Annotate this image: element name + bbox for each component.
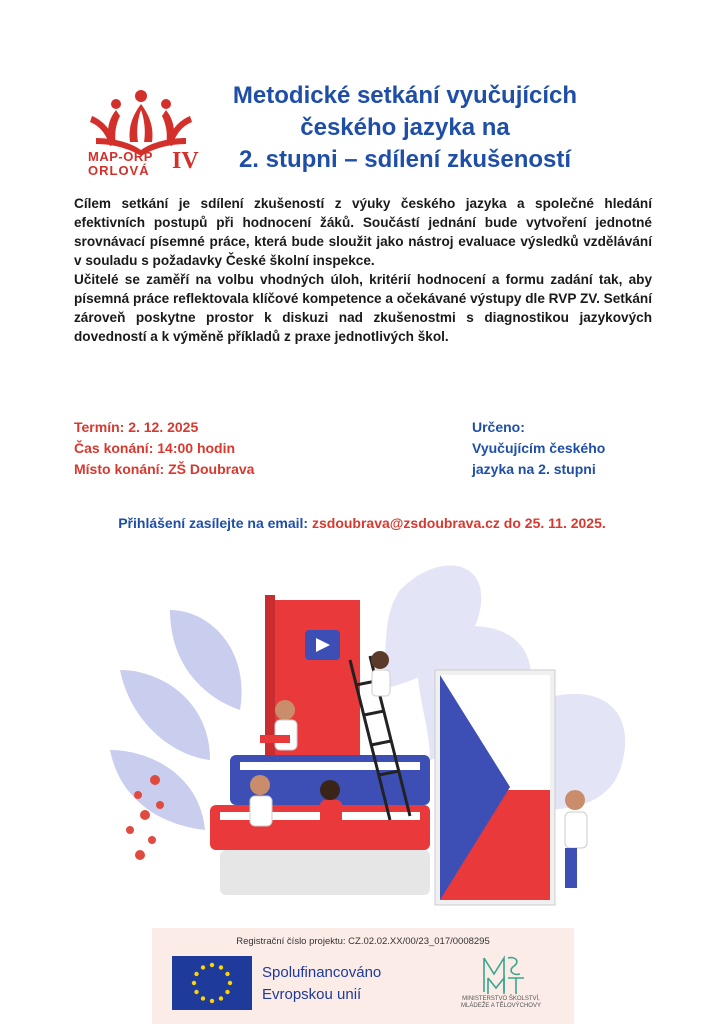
ministry-line1: MINISTERSTVO ŠKOLSTVÍ, bbox=[462, 996, 540, 1002]
title-line2: českého jazyka na bbox=[300, 114, 510, 141]
description-paragraph-1: Cílem setkání je sdílení zkušeností z výuky českého jazyka a společné hledání efektivních postupů při hodnocení žáků. Součástí jednání bude vytvoření jednotné srovnávací písemné práce, která bude sloužit jako nástroj evaluace výsledků vzdělávání v souladu s požadavky České školní inspekce. bbox=[74, 196, 652, 268]
footer bbox=[152, 928, 574, 1024]
event-date: Termín: 2. 12. 2025 bbox=[74, 419, 199, 435]
eu-line1: Spolufinancováno bbox=[262, 964, 382, 981]
event-details bbox=[74, 417, 404, 480]
logo-roman: IV bbox=[172, 148, 199, 174]
registration-prefix: Přihlášení zasílejte na email: bbox=[118, 515, 309, 531]
books-illustration bbox=[60, 550, 670, 930]
description bbox=[74, 194, 652, 346]
target-audience bbox=[472, 417, 672, 480]
flag-book bbox=[435, 670, 555, 905]
logo-line2: ORLOVÁ bbox=[88, 163, 150, 178]
logo-text bbox=[88, 150, 198, 178]
registration-line bbox=[60, 515, 664, 531]
book-stack bbox=[210, 755, 430, 895]
registration-email[interactable]: zsdoubrava@zsdoubrava.cz do 25. 11. 2025. bbox=[311, 515, 606, 531]
logo-line1: MAP-ORP bbox=[88, 149, 153, 164]
msmt-logo bbox=[436, 952, 566, 1022]
audience-line1: Vyučujícím českého bbox=[472, 440, 606, 456]
eu-line2: Evropskou unií bbox=[262, 986, 362, 1003]
eu-flag-icon bbox=[172, 956, 252, 1010]
project-number: Registrační číslo projektu: CZ.02.02.XX/00/23_017/0008295 bbox=[236, 936, 490, 947]
audience-label: Určeno: bbox=[472, 419, 525, 435]
left-leaves bbox=[110, 610, 242, 830]
description-paragraph-2: Učitelé se zaměří na volbu vhodných úloh, kritérií hodnocení a formu zadání tak, aby písemná práce reflektovala klíčové kompetence a očekávané výstupy dle RVP ZV. Setkání zároveň poskytne prostor k diskuzi nad zkušenostmi s diagnostikou jazykových dovedností a k výměně příkladů z praxe jednotlivých škol. bbox=[74, 272, 652, 344]
ministry-name bbox=[436, 996, 566, 1010]
event-time: Čas konání: 14:00 hodin bbox=[74, 440, 236, 456]
event-place: Místo konání: ZŠ Doubrava bbox=[74, 461, 255, 477]
eu-cofunding bbox=[262, 962, 381, 1006]
title-line3: 2. stupni – sdílení zkušeností bbox=[238, 146, 572, 173]
page-title bbox=[190, 80, 620, 176]
audience-line2: jazyka na 2. stupni bbox=[472, 461, 596, 477]
title-line1: Metodické setkání vyučujících bbox=[232, 82, 578, 109]
ministry-line2: MLÁDEŽE A TĚLOVÝCHOVY bbox=[461, 1003, 541, 1009]
